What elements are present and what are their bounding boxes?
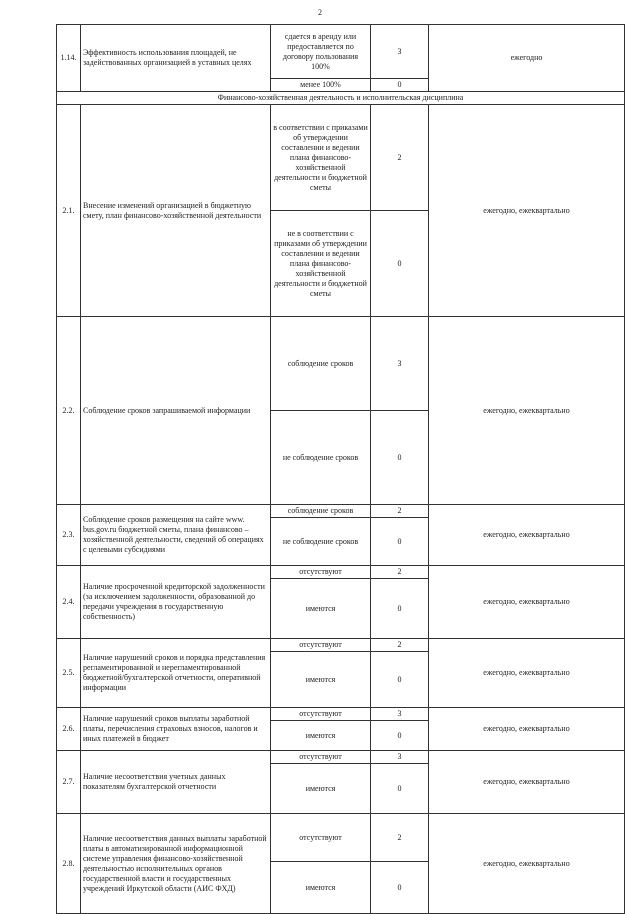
table-row: [57, 708, 625, 721]
row-number: 2.1.: [57, 105, 81, 317]
condition-text: отсутствуют: [271, 566, 371, 579]
condition-text: отсутствуют: [271, 639, 371, 652]
score-value: 3: [371, 317, 429, 411]
table-row: [57, 505, 625, 518]
score-value: 2: [371, 105, 429, 211]
condition-text: отсутствуют: [271, 708, 371, 721]
section-row: [57, 92, 625, 105]
table-row: [57, 25, 625, 79]
score-value: 2: [371, 566, 429, 579]
row-number: 2.5.: [57, 639, 81, 708]
row-number: 2.6.: [57, 708, 81, 751]
criterion-description: Наличие нарушений сроков и порядка представления регламентированной и нерегламентированной бюджетной/бухгалтерской отчетности, оперативной информации: [81, 639, 271, 708]
row-number: 2.4.: [57, 566, 81, 639]
page-number: 2: [318, 8, 322, 17]
score-value: 0: [371, 211, 429, 317]
condition-text: не в соответствии с приказами об утверждении составлении и ведении плана финансово-хозяйственной деятельности и бюджетной сметы: [271, 211, 371, 317]
periodicity: ежегодно, ежеквартально: [429, 317, 625, 505]
row-number: 2.2.: [57, 317, 81, 505]
score-value: 2: [371, 639, 429, 652]
criterion-description: Наличие нарушений сроков выплаты заработной платы, перечисления страховых взносов, налогов и иных платежей в бюджет: [81, 708, 271, 751]
condition-text: сдается в аренду или предоставляется по договору пользования 100%: [271, 25, 371, 79]
table-row: [57, 639, 625, 652]
row-number: 2.3.: [57, 505, 81, 566]
condition-text: имеются: [271, 579, 371, 639]
condition-text: соблюдение сроков: [271, 505, 371, 518]
criterion-description: Наличие несоответствия учетных данных показателям бухгалтерской отчетности: [81, 751, 271, 814]
score-value: 2: [371, 505, 429, 518]
periodicity: ежегодно, ежеквартально: [429, 639, 625, 708]
condition-text: отсутствуют: [271, 751, 371, 764]
condition-text: имеются: [271, 862, 371, 914]
score-value: 0: [371, 79, 429, 92]
section-title: Финансово-хозяйственная деятельность и исполнительская дисциплина: [57, 92, 625, 105]
criterion-description: Наличие просроченной кредиторской задолженности (за исключением задолженности, образованной до передачи учреждения в государственную собственность): [81, 566, 271, 639]
score-value: 0: [371, 411, 429, 505]
table-row: [57, 814, 625, 862]
score-value: 0: [371, 721, 429, 751]
condition-text: имеются: [271, 721, 371, 751]
periodicity: ежегодно, ежеквартально: [429, 814, 625, 914]
periodicity: ежегодно, ежеквартально: [429, 751, 625, 814]
score-value: 2: [371, 814, 429, 862]
condition-text: соблюдение сроков: [271, 317, 371, 411]
score-value: 0: [371, 518, 429, 566]
table-row: [57, 317, 625, 411]
criteria-table: [56, 24, 625, 914]
criterion-description: Соблюдение сроков размещения на сайте www. bus.gov.ru бюджетной сметы, плана финансово – хозяйственной деятельности, сведений об операциях с целевыми субсидиями: [81, 505, 271, 566]
criterion-description: Соблюдение сроков запрашиваемой информации: [81, 317, 271, 505]
periodicity: ежегодно, ежеквартально: [429, 505, 625, 566]
condition-text: менее 100%: [271, 79, 371, 92]
periodicity: ежегодно, ежеквартально: [429, 105, 625, 317]
score-value: 3: [371, 751, 429, 764]
table-row: [57, 751, 625, 764]
periodicity: ежегодно: [429, 25, 625, 92]
condition-text: имеются: [271, 764, 371, 814]
condition-text: в соответствии с приказами об утверждении составлении и ведении плана финансово-хозяйственной деятельности и бюджетной сметы: [271, 105, 371, 211]
score-value: 0: [371, 862, 429, 914]
periodicity: ежегодно, ежеквартально: [429, 708, 625, 751]
criterion-description: Эффективность использования площадей, не задействованных организацией в уставных целях: [81, 25, 271, 92]
condition-text: не соблюдение сроков: [271, 518, 371, 566]
score-value: 3: [371, 708, 429, 721]
row-number: 2.8.: [57, 814, 81, 914]
score-value: 0: [371, 652, 429, 708]
score-value: 3: [371, 25, 429, 79]
condition-text: отсутствуют: [271, 814, 371, 862]
row-number: 2.7.: [57, 751, 81, 814]
score-value: 0: [371, 579, 429, 639]
row-number: 1.14.: [57, 25, 81, 92]
score-value: 0: [371, 764, 429, 814]
condition-text: имеются: [271, 652, 371, 708]
condition-text: не соблюдение сроков: [271, 411, 371, 505]
table-row: [57, 566, 625, 579]
table-row: [57, 105, 625, 211]
periodicity: ежегодно, ежеквартально: [429, 566, 625, 639]
criterion-description: Внесение изменений организацией в бюджетную смету, план финансово-хозяйственной деятельности: [81, 105, 271, 317]
criterion-description: Наличие несоответствия данных выплаты заработной платы в автоматизированной информационной системе управления финансово-хозяйственной деятельностью исполнительных органов государственной власти и государственных учреждений Иркутской области (АИС ФХД): [81, 814, 271, 914]
